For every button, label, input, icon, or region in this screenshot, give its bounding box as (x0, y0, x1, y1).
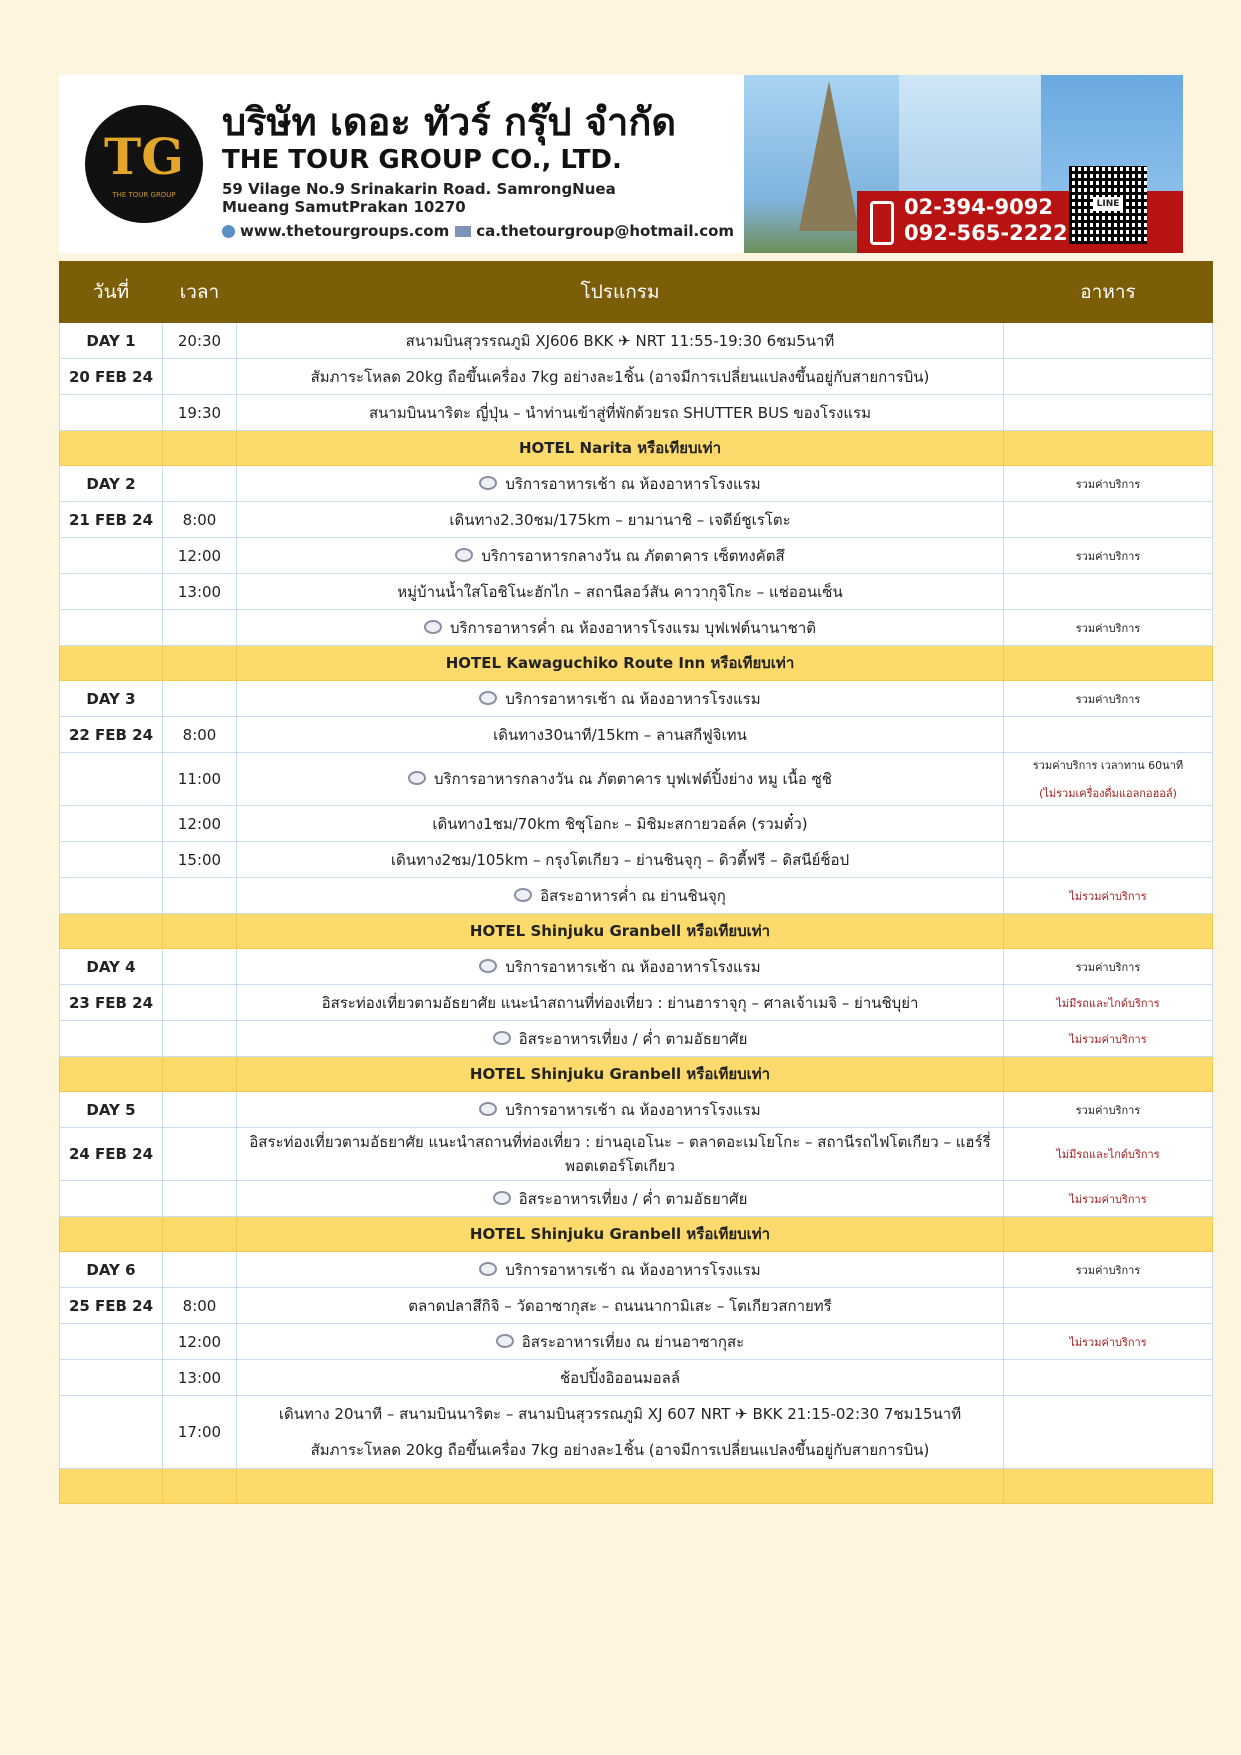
day-cell (60, 753, 163, 806)
time-cell (163, 878, 237, 914)
program-cell (237, 323, 1004, 359)
header-time: เวลา (163, 262, 237, 323)
meal-text: รวมค่าบริการ (1075, 960, 1141, 974)
program-text: สัมภาระโหลด 20kg ถือขึ้นเครื่อง 7kg อย่างละ1ชิ้น (อาจมีการเปลี่ยนแปลงขึ้นอยู่กับสายการบิน) (310, 367, 930, 386)
program-text: อิสระอาหารเที่ยง / ค่ำ ตามอัธยาศัย (518, 1029, 748, 1048)
meal-cell (1004, 1181, 1213, 1217)
meal-text: ไม่รวมค่าบริการ (1069, 1192, 1147, 1206)
hotel-meal-cell (1004, 914, 1213, 949)
table-row (60, 753, 1213, 806)
day-cell (60, 610, 163, 646)
plate-icon (514, 888, 532, 902)
meal-text: ไม่รวมค่าบริการ (1069, 1032, 1147, 1046)
meal-cell (1004, 681, 1213, 717)
table-row (60, 610, 1213, 646)
hotel-name (237, 1469, 1004, 1504)
program-text: บริการอาหารเช้า ณ ห้องอาหารโรงแรม (505, 957, 761, 976)
meal-text: รวมค่าบริการ (1075, 621, 1141, 635)
hotel-name: HOTEL Shinjuku Granbell หรือเทียบเท่า (237, 1057, 1004, 1092)
program-cell (237, 466, 1004, 502)
meal-cell (1004, 949, 1213, 985)
time-cell (163, 949, 237, 985)
program-cell (237, 359, 1004, 395)
meal-cell (1004, 753, 1213, 806)
address-line-1: 59 Vilage No.9 Srinakarin Road. SamrongNuea (222, 180, 616, 198)
program-text: สนามบินนาริตะ ญี่ปุ่น – นำท่านเข้าสู่ที่พักด้วยรถ SHUTTER BUS ของโรงแรม (368, 403, 871, 422)
program-cell (237, 1288, 1004, 1324)
meal-cell (1004, 610, 1213, 646)
program-cell (237, 1252, 1004, 1288)
meal-cell (1004, 985, 1213, 1021)
day-cell (60, 1021, 163, 1057)
time-cell: 17:00 (163, 1396, 237, 1469)
program-cell (237, 949, 1004, 985)
day-cell: DAY 3 (60, 681, 163, 717)
program-cell (237, 1181, 1004, 1217)
program-text-2: สัมภาระโหลด 20kg ถือขึ้นเครื่อง 7kg อย่างละ1ชิ้น (อาจมีการเปลี่ยนแปลงขึ้นอยู่กับสายการบิน) (310, 1441, 930, 1459)
hotel-row (60, 646, 1213, 681)
time-cell (163, 610, 237, 646)
time-cell: 8:00 (163, 717, 237, 753)
header-program: โปรแกรม (237, 262, 1004, 323)
time-cell: 12:00 (163, 806, 237, 842)
meal-cell (1004, 1128, 1213, 1181)
time-cell (163, 1021, 237, 1057)
program-cell (237, 717, 1004, 753)
table-row (60, 949, 1213, 985)
plate-icon (493, 1031, 511, 1045)
time-cell: 8:00 (163, 502, 237, 538)
hotel-meal-cell (1004, 1469, 1213, 1504)
hotel-day-cell (60, 914, 163, 949)
table-row (60, 1396, 1213, 1469)
time-cell: 12:00 (163, 538, 237, 574)
program-text: ช้อปปิ้งอิออนมอลล์ (559, 1368, 681, 1387)
hotel-time-cell (163, 914, 237, 949)
program-text: สนามบินสุวรรณภูมิ XJ606 BKK ✈ NRT 11:55-19:30 6ชม5นาที (405, 331, 835, 350)
time-cell (163, 985, 237, 1021)
hotel-meal-cell (1004, 1057, 1213, 1092)
program-cell (237, 985, 1004, 1021)
program-text: เดินทาง2ชม/105km – กรุงโตเกียว – ย่านชินจุกุ – ดิวตี้ฟรี – ดิสนีย์ช็อป (390, 850, 850, 869)
hotel-row (60, 1217, 1213, 1252)
hotel-time-cell (163, 1057, 237, 1092)
time-cell (163, 681, 237, 717)
time-cell: 20:30 (163, 323, 237, 359)
meal-text: รวมค่าบริการ (1075, 1103, 1141, 1117)
table-row (60, 538, 1213, 574)
meal-cell (1004, 1324, 1213, 1360)
program-cell (237, 502, 1004, 538)
meal-cell (1004, 1396, 1213, 1469)
program-text: บริการอาหารเช้า ณ ห้องอาหารโรงแรม (505, 689, 761, 708)
website-link[interactable]: www.thetourgroups.com (240, 222, 450, 240)
meal-text: รวมค่าบริการ (1075, 477, 1141, 491)
day-cell (60, 538, 163, 574)
table-row (60, 842, 1213, 878)
program-cell (237, 1128, 1004, 1181)
program-text: อิสระอาหารค่ำ ณ ย่านชินจุกุ (540, 886, 726, 905)
phone-number-2: 092-565-2222 (904, 221, 1068, 245)
table-row (60, 1360, 1213, 1396)
table-row (60, 1252, 1213, 1288)
meal-cell (1004, 717, 1213, 753)
table-row (60, 574, 1213, 610)
program-cell (237, 1396, 1004, 1469)
meal-text: รวมค่าบริการ เวลาทาน 60นาที (1032, 759, 1184, 772)
day-cell: 20 FEB 24 (60, 359, 163, 395)
hotel-row (60, 1057, 1213, 1092)
hotel-name: HOTEL Narita หรือเทียบเท่า (237, 431, 1004, 466)
company-name-thai: บริษัท เดอะ ทัวร์ กรุ๊ป จำกัด (222, 100, 677, 144)
table-row (60, 717, 1213, 753)
time-cell (163, 1128, 237, 1181)
hotel-day-cell (60, 646, 163, 681)
table-row (60, 806, 1213, 842)
day-cell: DAY 1 (60, 323, 163, 359)
plate-icon (455, 548, 473, 562)
program-text: เดินทาง1ชม/70km ชิซุโอกะ – มิชิมะสกายวอล์ค (รวมตั๋ว) (432, 814, 808, 833)
time-cell (163, 466, 237, 502)
itinerary-table (59, 261, 1213, 1504)
meal-note: (ไม่รวมเครื่องดื่มแอลกอฮอล์) (1039, 787, 1177, 800)
table-row (60, 985, 1213, 1021)
meal-cell (1004, 1092, 1213, 1128)
company-header (59, 75, 1183, 253)
day-cell: 24 FEB 24 (60, 1128, 163, 1181)
hotel-row (60, 431, 1213, 466)
time-cell (163, 1181, 237, 1217)
day-cell: 23 FEB 24 (60, 985, 163, 1021)
hotel-time-cell (163, 1217, 237, 1252)
logo-letters: TG (104, 127, 184, 186)
day-cell: DAY 2 (60, 466, 163, 502)
hotel-time-cell (163, 431, 237, 466)
day-cell: 25 FEB 24 (60, 1288, 163, 1324)
meal-cell (1004, 842, 1213, 878)
email-link[interactable]: ca.thetourgroup@hotmail.com (476, 222, 735, 240)
day-cell (60, 395, 163, 431)
meal-cell (1004, 806, 1213, 842)
table-row (60, 878, 1213, 914)
table-row (60, 395, 1213, 431)
meal-text: รวมค่าบริการ (1075, 692, 1141, 706)
day-cell (60, 878, 163, 914)
program-cell (237, 806, 1004, 842)
meal-text: ไม่รวมค่าบริการ (1069, 1335, 1147, 1349)
plate-icon (479, 691, 497, 705)
plate-icon (479, 476, 497, 490)
meal-cell (1004, 538, 1213, 574)
day-cell (60, 1181, 163, 1217)
hotel-name: HOTEL Kawaguchiko Route Inn หรือเทียบเท่า (237, 646, 1004, 681)
table-row (60, 1288, 1213, 1324)
day-cell: DAY 5 (60, 1092, 163, 1128)
table-row (60, 359, 1213, 395)
meal-cell (1004, 323, 1213, 359)
contact-line (222, 222, 734, 240)
hotel-row (60, 914, 1213, 949)
plate-icon (479, 959, 497, 973)
hotel-meal-cell (1004, 646, 1213, 681)
table-row (60, 1092, 1213, 1128)
day-cell: DAY 4 (60, 949, 163, 985)
day-cell: DAY 6 (60, 1252, 163, 1288)
meal-cell (1004, 878, 1213, 914)
program-cell (237, 1092, 1004, 1128)
phone-icon (870, 201, 894, 245)
time-cell: 19:30 (163, 395, 237, 431)
header-meal: อาหาร (1004, 262, 1213, 323)
company-logo (85, 105, 203, 223)
meal-text: ไม่รวมค่าบริการ (1069, 889, 1147, 903)
time-cell: 13:00 (163, 1360, 237, 1396)
plate-icon (408, 771, 426, 785)
table-row (60, 1128, 1213, 1181)
time-cell: 15:00 (163, 842, 237, 878)
program-text: บริการอาหารกลางวัน ณ ภัตตาคาร บุฟเฟต์ปิ้งย่าง หมู เนื้อ ซูชิ (433, 770, 832, 788)
program-cell (237, 842, 1004, 878)
time-cell: 11:00 (163, 753, 237, 806)
time-cell: 8:00 (163, 1288, 237, 1324)
time-cell (163, 1092, 237, 1128)
program-cell (237, 753, 1004, 806)
hotel-day-cell (60, 1217, 163, 1252)
program-text: อิสระท่องเที่ยวตามอัธยาศัย แนะนำสถานที่ท่องเที่ยว : ย่านฮาราจุกุ – ศาลเจ้าเมจิ – ย่านชิบุย่า (321, 993, 919, 1012)
program-text: เดินทาง30นาที/15km – ลานสกีฟูจิเทน (493, 725, 747, 744)
hotel-row (60, 1469, 1213, 1504)
program-text: ตลาดปลาสึกิจิ – วัดอาซากุสะ – ถนนนากามิเสะ – โตเกียวสกายทรี (408, 1296, 832, 1315)
hotel-name: HOTEL Shinjuku Granbell หรือเทียบเท่า (237, 914, 1004, 949)
program-text: อิสระท่องเที่ยวตามอัธยาศัย แนะนำสถานที่ท่องเที่ยว : ย่านอุเอโนะ – ตลาดอะเมโยโกะ – สถานีรถไฟโตเกียว – แฮร์รี่พอตเตอร์โตเกียว (249, 1133, 991, 1175)
line-qr-code (1069, 166, 1147, 244)
time-cell: 13:00 (163, 574, 237, 610)
time-cell (163, 1252, 237, 1288)
header-day: วันที่ (60, 262, 163, 323)
table-row (60, 323, 1213, 359)
table-header-row (60, 262, 1213, 323)
hotel-time-cell (163, 646, 237, 681)
phone-number-1: 02-394-9092 (904, 195, 1053, 219)
program-text: บริการอาหารกลางวัน ณ ภัตตาคาร เซ็ตทงคัตสึ (481, 546, 785, 565)
program-cell (237, 395, 1004, 431)
program-text: เดินทาง 20นาที – สนามบินนาริตะ – สนามบินสุวรรณภูมิ XJ 607 NRT ✈ BKK 21:15-02:30 7ชม15นาที (278, 1405, 962, 1423)
meal-cell (1004, 1021, 1213, 1057)
program-text: เดินทาง2.30ชม/175km – ยามานาชิ – เจดีย์ชูเรโตะ (449, 510, 791, 529)
day-cell (60, 1360, 163, 1396)
landmarks-photo (744, 75, 1183, 253)
hotel-meal-cell (1004, 431, 1213, 466)
table-row (60, 1324, 1213, 1360)
hotel-meal-cell (1004, 1217, 1213, 1252)
program-cell (237, 610, 1004, 646)
day-cell (60, 806, 163, 842)
day-cell (60, 1324, 163, 1360)
program-cell (237, 878, 1004, 914)
table-row (60, 466, 1213, 502)
table-row (60, 502, 1213, 538)
mail-icon (455, 226, 471, 237)
table-row (60, 1181, 1213, 1217)
meal-cell (1004, 359, 1213, 395)
meal-cell (1004, 574, 1213, 610)
table-row (60, 1021, 1213, 1057)
day-cell (60, 1396, 163, 1469)
program-text: บริการอาหารเช้า ณ ห้องอาหารโรงแรม (505, 1260, 761, 1279)
address-line-2: Mueang SamutPrakan 10270 (222, 198, 466, 216)
day-cell: 21 FEB 24 (60, 502, 163, 538)
table-row (60, 681, 1213, 717)
program-cell (237, 681, 1004, 717)
program-cell (237, 1324, 1004, 1360)
company-name-english: THE TOUR GROUP CO., LTD. (222, 145, 622, 175)
day-cell (60, 842, 163, 878)
meal-text: ไม่มีรถและไกด์บริการ (1056, 1148, 1160, 1161)
meal-cell (1004, 466, 1213, 502)
plate-icon (424, 620, 442, 634)
itinerary-body (60, 323, 1213, 1504)
globe-icon (222, 225, 235, 238)
program-cell (237, 538, 1004, 574)
meal-cell (1004, 1288, 1213, 1324)
program-cell (237, 574, 1004, 610)
meal-text: รวมค่าบริการ (1075, 1263, 1141, 1277)
meal-cell (1004, 395, 1213, 431)
meal-text: รวมค่าบริการ (1075, 549, 1141, 563)
day-cell (60, 574, 163, 610)
time-cell (163, 359, 237, 395)
qr-line-label: LINE (1093, 197, 1123, 211)
plate-icon (493, 1191, 511, 1205)
meal-cell (1004, 1252, 1213, 1288)
meal-cell (1004, 1360, 1213, 1396)
program-text: บริการอาหารค่ำ ณ ห้องอาหารโรงแรม บุฟเฟต์นานาชาติ (449, 618, 816, 637)
program-text: อิสระอาหารเที่ยง ณ ย่านอาซากุสะ (521, 1332, 745, 1351)
program-text: บริการอาหารเช้า ณ ห้องอาหารโรงแรม (505, 1100, 761, 1119)
hotel-day-cell (60, 1469, 163, 1504)
hotel-day-cell (60, 431, 163, 466)
hotel-name: HOTEL Shinjuku Granbell หรือเทียบเท่า (237, 1217, 1004, 1252)
meal-text: ไม่มีรถและไกด์บริการ (1056, 996, 1160, 1010)
program-cell (237, 1360, 1004, 1396)
program-cell (237, 1021, 1004, 1057)
plate-icon (479, 1262, 497, 1276)
hotel-time-cell (163, 1469, 237, 1504)
plate-icon (479, 1102, 497, 1116)
meal-cell (1004, 502, 1213, 538)
program-text: หมู่บ้านน้ำใสโอชิโนะฮักไก – สถานีลอว์สัน คาวากุจิโกะ – แช่ออนเซ็น (397, 582, 843, 601)
day-cell: 22 FEB 24 (60, 717, 163, 753)
plate-icon (496, 1334, 514, 1348)
hotel-day-cell (60, 1057, 163, 1092)
program-text: อิสระอาหารเที่ยง / ค่ำ ตามอัธยาศัย (518, 1189, 748, 1208)
time-cell: 12:00 (163, 1324, 237, 1360)
program-text: บริการอาหารเช้า ณ ห้องอาหารโรงแรม (505, 474, 761, 493)
logo-subtext: THE TOUR GROUP (112, 191, 176, 199)
